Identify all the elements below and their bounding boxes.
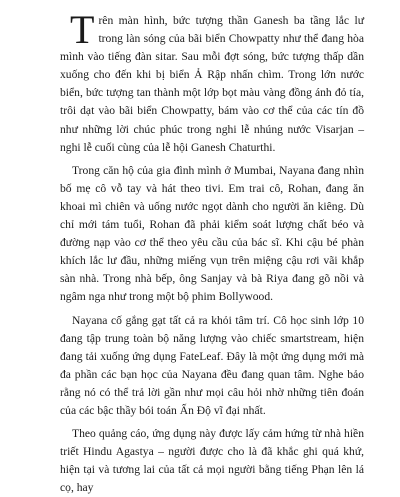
paragraph-2: Trong căn hộ của gia đình mình ở Mumbai, Nayana đang nhìn bố mẹ cô vỗ tay và hát theo tivi. Em trai cô, Rohan, đang ăn khoai mì chiên và uống nước ngọt dành cho người ăn kiêng. Dù chỉ mới tám tuổi, Rohan đã phải kiểm soát lượng chất béo và đường nạp vào cơ thể theo yêu cầu của bác sĩ. Khi cậu bé phàn khích lắc lư đầu, những miếng vụn trên miệng cậu rơi vãi khắp sàn nhà. Trong nhà bếp, ông Sanjay và bà Riya đang gõ nồi và ngâm nga như trong một bộ phim Bollywood. <box>60 163 364 304</box>
paragraph-1-text: rên màn hình, bức tượng thần Ganesh ba tầng lắc lư trong làn sóng của bãi biển Chowpatty như thể đang hòa mình vào tiếng đàn sitar. Sau mỗi đợt sóng, bức tượng thấp dần xuống cho đến khi bị biển Ả Rập nhấn chìm. Trong lớn nước biển, bức tượng tan thành một lớp bọt màu vàng đồng ánh đỏ tía, trôi dạt vào bãi biển Chowpatty, bám vào cơ thể của các tín đồ như những lời chúc phúc trong nghi lễ nhúng nước Visarjan – nghi lễ cuối cùng của lễ hội Ganesh Chaturthi. <box>60 14 364 154</box>
drop-cap: T <box>70 7 95 52</box>
text-column <box>60 7 364 497</box>
paragraph-3: Nayana cố gắng gạt tất cả ra khỏi tâm trí. Cô học sinh lớp 10 đang tập trung toàn bộ năng lượng vào chiếc smartstream, hiện đang tải xuống ứng dụng FateLeaf. Đây là một ứng dụng mới mà đa phần các bạn học của Nayana đều đang quan tâm. Nghe bảo rằng nó có thể trả lời gần như mọi câu hỏi nhờ những tiên đoán của các bậc thầy bói toán Ấn Độ vĩ đại nhất. <box>60 313 364 417</box>
paragraph-1 <box>60 7 364 157</box>
paragraph-4: Theo quảng cáo, ứng dụng này được lấy cảm hứng từ nhà hiền triết Hindu Agastya – người được cho là đã khắc ghi quá khứ, hiện tại và tương lai của tất cả mọi người bằng tiếng Phạn lên lá cọ, hay <box>60 427 364 495</box>
